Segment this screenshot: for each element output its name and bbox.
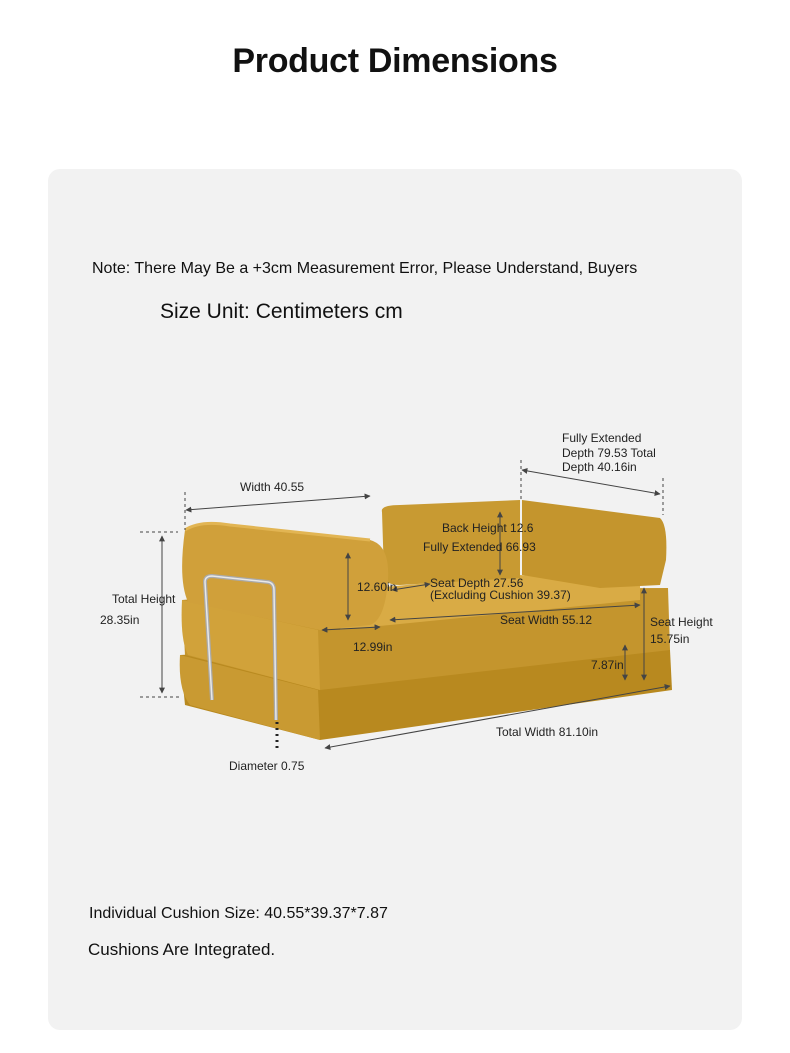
total-height-label-2: 28.35in: [100, 613, 140, 627]
integrated-cushions-label: Cushions Are Integrated.: [88, 940, 276, 959]
seat-height-label-1: Seat Height: [650, 615, 713, 629]
page-title: Product Dimensions: [232, 42, 558, 80]
fully-extended-label-3: Depth 40.16in: [562, 460, 637, 474]
seat-depth-label-1: Seat Depth 27.56: [430, 576, 524, 590]
seat-height-label-2: 15.75in: [650, 632, 690, 646]
arm-height-label: 12.60in: [357, 580, 397, 594]
seat-width-label: Seat Width 55.12: [500, 613, 593, 627]
cushion-thickness-label: 7.87in: [591, 658, 624, 672]
fully-extended-label-1: Fully Extended: [562, 431, 642, 445]
measurement-error-note: Note: There May Be a +3cm Measurement Error, Please Understand, Buyers: [92, 260, 638, 277]
size-unit-label: Size Unit: Centimeters cm: [160, 300, 403, 323]
total-width-label: Total Width 81.10in: [496, 725, 599, 739]
fully-extended-label-2: Depth 79.53 Total: [562, 446, 656, 460]
back-extended-label: Fully Extended 66.93: [423, 540, 536, 554]
arm-width-label: 12.99in: [353, 640, 393, 654]
total-height-label-1: Total Height: [112, 592, 176, 606]
width-label: Width 40.55: [240, 480, 305, 494]
cushion-size-label: Individual Cushion Size: 40.55*39.37*7.87: [89, 905, 388, 922]
diameter-label: Diameter 0.75: [229, 759, 305, 773]
sofa-illustration: [180, 500, 672, 740]
back-height-label: Back Height 12.6: [442, 521, 534, 535]
seat-depth-label-2: (Excluding Cushion 39.37): [430, 588, 571, 602]
